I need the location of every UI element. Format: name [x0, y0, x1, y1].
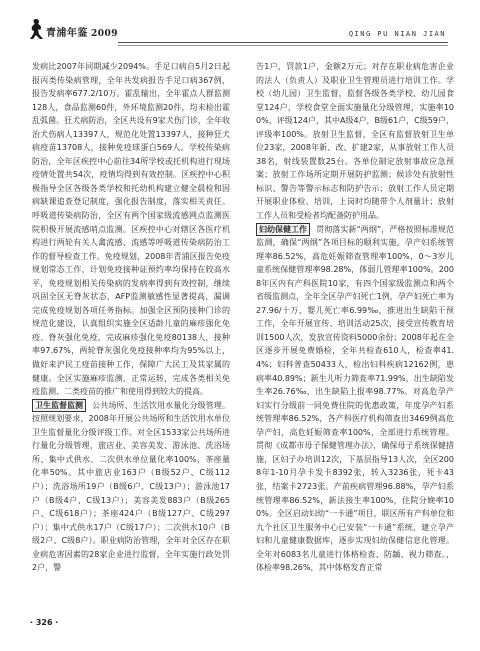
left-column [32, 60, 230, 575]
section-heading: 卫生监督监测 [32, 399, 86, 412]
page-number: · 326 · [30, 618, 59, 627]
body-paragraph: 发病比2007年同期减少2094%。手足口病自5月2日起报丙类传染病管理，全年共发病报告手足口病367例，报告发病率677.2/10万。霍乱输出，全年霍点人群监测128人，食品监测60件，外环境监测20件，均未检出霍乱弧菌。狂犬病防治，全区共设有9家犬伤门诊，全年收治犬伤病人13397人，规范化处置13397人，接种狂犬病疫苗13708人，接种免疫球蛋白569人。学校传染病防治，全年区疾控中心前往34所学校或托机构进行现场疫情处置共54次，疫情均得到有效控制。区疾控中心积极指导全区各级各类学校和托幼机构建立健全晨检和因病缺课追查登记制度，强化报告制度，落实相关责任。呼吸道传染病防治，全区有两个国家级流感网点监测医院积极开展流感哨点监测。区疾控中心对辖区各医疗机构进行两轮有关人禽流感、流感等呼吸道传染病防治工作的督导检查工作。免疫规划，2008年青浦区报告免疫规划常态工作，计划免疫接种证预约率均保持在较高水平，免疫规划相关传染病的发病率得到有效控制，继续巩固全区无脊灰状态，AFP监测敏感性显著提高，漏调完成免疫规划各项任务指标。加强全区预防接种门诊的规范化建设，认真组织实施全区适龄儿童的麻疹强化免疫、脊灰强化免疫，完成麻疹强化免疫80138人，接种率97.67%，两轮脊灰强化免疫接种率均为95%以上，做好来沪民工疫苗接种工作，保障广大民工及其家属的健康。全区实施麻疹监测，正常运转，完成各类相关免疫监测、二类疫苗的推广和使用得到较大的提高。 [32, 62, 230, 397]
header-rule [118, 42, 448, 43]
yearbook-logo [28, 18, 118, 40]
right-column [256, 60, 454, 575]
yearbook-title: 青浦年鉴 2009 [45, 28, 118, 39]
yearbook-year: 2009 [90, 29, 118, 39]
section-body: 公共场所、生活饮用水量化分级管理。按照规划要求，2008年开展公共场所和生活饮用水单位卫生监督量化分级评级工作。对全区1533家公共场所进行量化分级管理，旅店业、美容美发、游泳池、洗浴场所、集中式供水、二次供水单位量化率100%，茶座量化率50%。其中旅店业163户（B级52户、C级112户）；洗浴场所19户（B级6户、C级13户）；游泳池17户（B级4户、C级13户）；美容美发883户（B级265户、C级618户）；茶座424户（B级127户、C级297户）；集中式供水17户（C级17户）；二次供水10户（B级2户、C级8户）。职业病防治管理，全年对全区存在职业病危害因素的28家企业进行监督，全年实施行政处罚2户，警 [32, 400, 230, 573]
section-health-supervision [32, 399, 230, 575]
section-maternal-child-health [256, 223, 454, 575]
header-rule-thin [118, 45, 448, 46]
page-header [0, 0, 480, 52]
dancer-logo-icon [28, 18, 44, 40]
section-heading: 妇幼保健工作 [256, 223, 310, 236]
header-pinyin: QING PU NIAN JIAN [348, 30, 446, 38]
body-paragraph: 告1户，罚款1户，金额2万元；对存在职业病危害企业的法人（负责人）及职业卫生管理员进行培训工作。学校（幼儿园）卫生监督，监督各级各类学校、幼儿园食堂124户，学校食堂全面实施量化分级管理，实施率100%，评级124户，其中A级4户，B级61户，C级59户，评级率100%。放射卫生监督，全区有监督放射卫生单位23家，2008年新、改、扩建2家，从事放射工作人员38名，射线装置数25台。各单位制定放射事故应急预案；放射工作场所定期开展防护监测；候诊处有放射性标识、警告等警示标志和防护告示；放射工作人员定期开展职业体检、培训，上岗时均随带个人剂量计；放射工作人员和受检者均配备防护用品。 [256, 62, 454, 221]
section-body: 贯彻落实新“两纲”，严格按照标准规范监测，确保“两纲”各项目标的顺利实施，孕产妇系统管理率86.52%，高危妊娠筛查管理率100%，0～3岁儿童系统保健管理率98.28%，体弱儿管理率100%。2008年区内有产科医院10家，有四个国家级监测点和两个省级监测点，全年全区孕产妇死亡1例，孕产妇死亡率为27.96/十万，婴儿死亡率6.99‰，推进出生缺陷干预工作，全年开展宣传、培训活动25次，接受宣传教育培训1500人次，发放宣传资料5000余份；2008年起在全区逐步开展免费婚检，全年共检查610人，检查率41.4%；妇科普查50433人，检出妇科疾病12162例，患病率40.89%；新生儿听力筛查率71.99%，出生缺陷发生率26.76‰，出生缺陷上报率98.77%。对高危孕产妇实行分级前一同免费住院的优惠政策，年度孕产妇系统管理率86.52%，各产科医疗机构筛查出3469例高危孕产妇，高危妊娠筛查率100%，全部进行系统管理。贯彻《成都市母子保健管理办法》，确保母子系统保健措施，区妇子办培训12次，下基层指导13人次，全区2008年1-10月孕卡发卡8392张，转入3236张，死卡43张，结案卡2723张。产前疾病管理96.88%，孕产妇系统管理率86.52%，新法接生率100%，住院分娩率100%。全区启动妇幼“一卡通”项目，联区所有产科单位和九个社区卫生服务中心已安装“一卡通”系统，建立孕产妇和儿童健康数据库，逐步实现妇幼保健信息化管理。全年对6083名儿童进行体格检查、防龋、视力筛查。，体检率98.26%，其中体格发育正常 [256, 224, 454, 573]
